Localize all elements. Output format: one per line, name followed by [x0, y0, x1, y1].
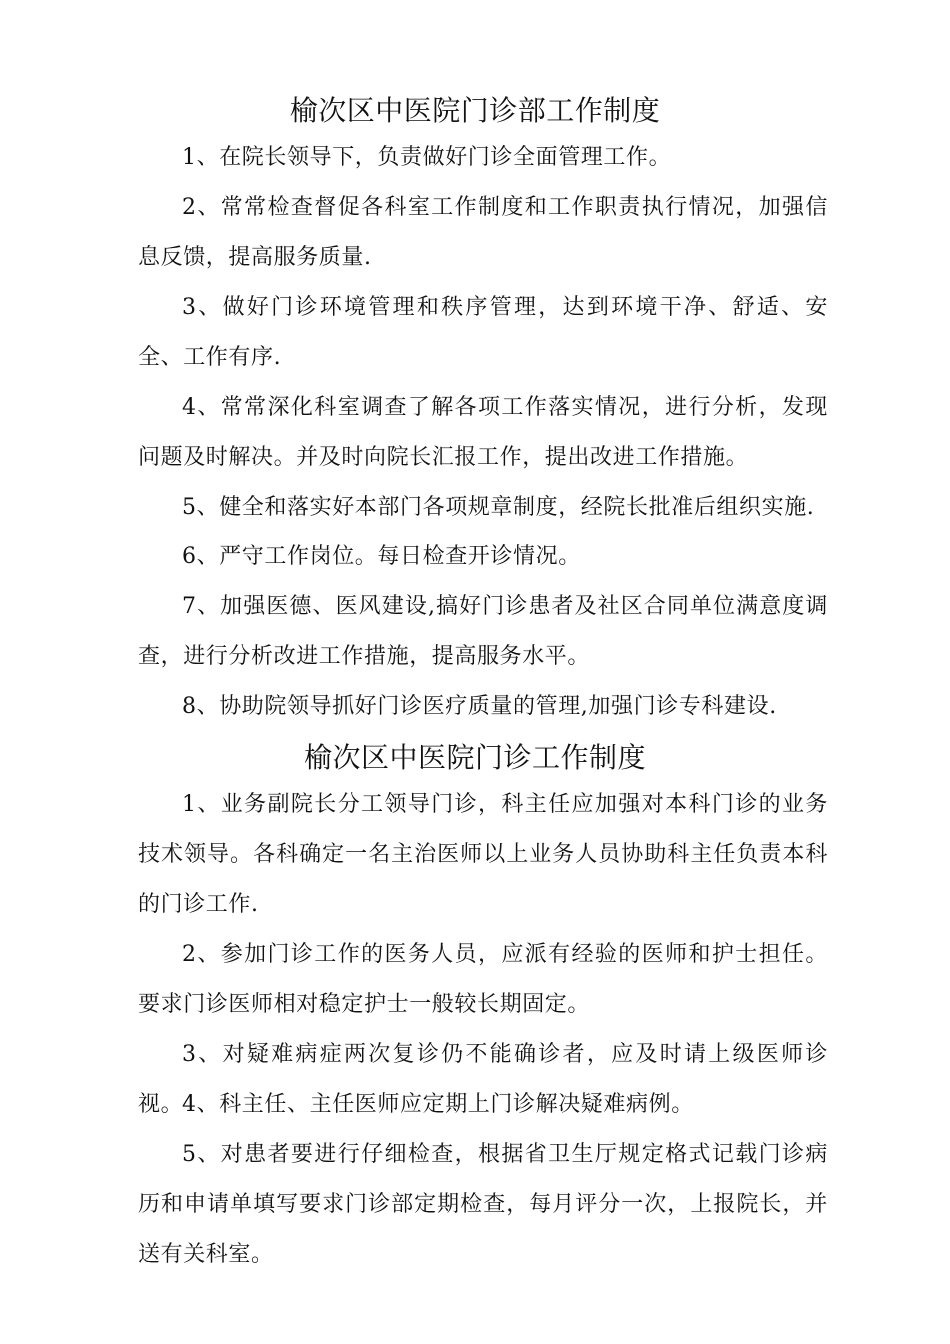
section1-item-6: 6、严守工作岗位。每日检查开诊情况。 [182, 544, 581, 569]
section1-item-7: 7、加强医德、医风建设,搞好门诊患者及社区合同单位满意度调查，进行分析改进工作措施，提高服务水平。 [138, 594, 828, 669]
section1-item-1: 1、在院长领导下，负责做好门诊全面管理工作。 [182, 145, 672, 170]
section2-item-2: 2、参加门诊工作的医务人员，应派有经验的医师和护士担任。要求门诊医师相对稳定护士一般较长期固定。 [138, 942, 828, 1017]
section1-item-5: 5、健全和落实好本部门各项规章制度，经院长批准后组织实施. [182, 495, 815, 520]
section1-item-3: 3、做好门诊环境管理和秩序管理，达到环境干净、舒适、安全、工作有序. [138, 295, 828, 370]
section2-item-3: 3、对疑难病症两次复诊仍不能确诊者，应及时请上级医师诊视。 [138, 1042, 828, 1117]
section1-item-4: 4、常常深化科室调查了解各项工作落实情况，进行分析，发现问题及时解决。并及时向院长汇报工作，提出改进工作措施。 [138, 395, 828, 470]
section1-item-8: 8、协助院领导抓好门诊医疗质量的管理,加强门诊专科建设. [182, 694, 777, 719]
section1-item-2: 2、常常检查督促各科室工作制度和工作职责执行情况，加强信息反馈，提高服务质量. [138, 195, 828, 270]
section2-item-1: 1、业务副院长分工领导门诊，科主任应加强对本科门诊的业务技术领导。各科确定一名主治医师以上业务人员协助科主任负责本科的门诊工作. [138, 792, 828, 917]
section2-title: 榆次区中医院门诊工作制度 [303, 741, 646, 774]
section1-title: 榆次区中医院门诊部工作制度 [289, 94, 661, 127]
section2-item-5: 5、对患者要进行仔细检查，根据省卫生厅规定格式记载门诊病历和申请单填写要求门诊部定期检查，每月评分一次，上报院长，并送有关科室。 [138, 1142, 828, 1267]
section2-item-4: 4、科主任、主任医师应定期上门诊解决疑难病例。 [182, 1092, 694, 1117]
